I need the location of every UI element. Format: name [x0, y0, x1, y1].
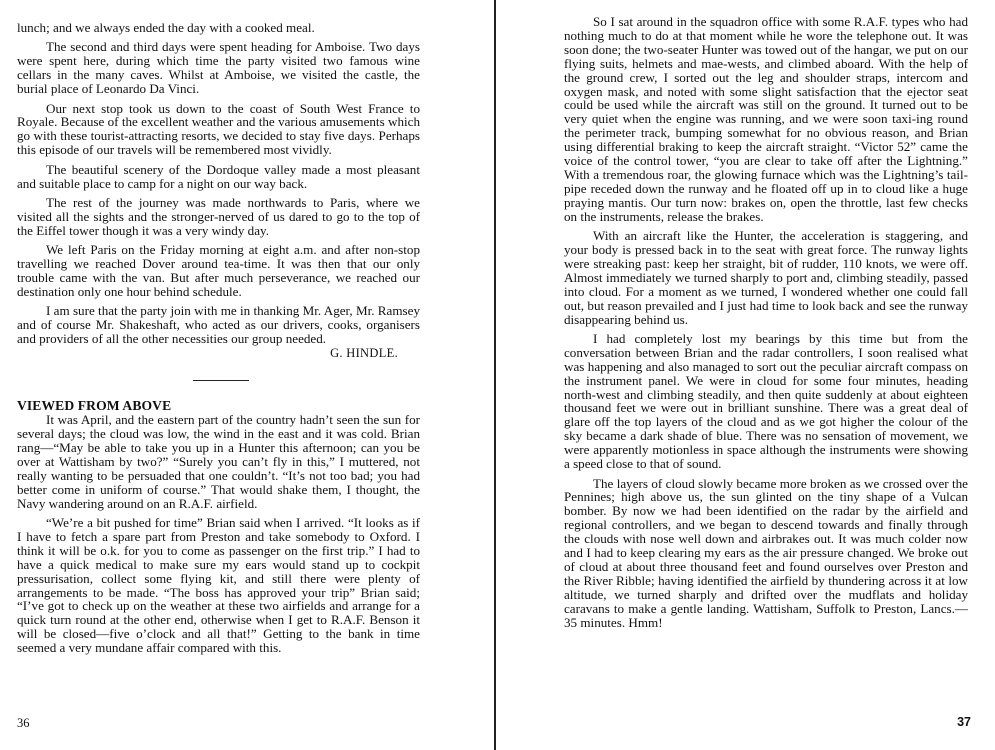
- paragraph: The layers of cloud slowly became more broken as we crossed over the Pennines; high above us, the sun glinted on the tiny shape of a Vulcan bomber. By now we had been identified on the radar by the airfield and regional controllers, and we began to descend towards and finally through the clouds with nose well down and airbrakes out. It was much colder now and I had to keep clearing my ears as the air pressure changed. We broke out of cloud at about three thousand feet and found ourselves over Preston and the River Ribble; having identified the airfield by thundering across it at low altitude, we turned sharply and drifted over the mudflats and holiday caravans to make a gentle landing. Wattisham, Suffolk to Preston, Lancs.—35 minutes. Hmm!: [564, 475, 968, 630]
- paragraph: I had completely lost my bearings by this time but from the conversation between Brian and the radar controllers, I soon realised what was happening and also managed to sort out the peculiar aircraft compass on the instrument panel. We were in cloud for some four minutes, heading north-west and climbing steadily, and then quite suddenly at about eighteen thousand feet we were out in brilliant sunshine. There was a great deal of glare off the top layers of the cloud and as we got higher the colour of the sky became a dark shade of blue. There was no sensation of movement, we were apparently motionless in space although the instruments were showing a speed close to that of sound.: [564, 330, 968, 472]
- paragraph: It was April, and the eastern part of the country hadn’t seen the sun for several days; the cloud was low, the wind in the east and it was cold. Brian rang—“May be able to take you up in a Hunter this afternoon; can you be over at Wattisham by two?” “Surely you can’t fly in this,” I muttered, not really wanting to be persuaded that one couldn’t. “It’s not too bad; you had better come in uniform of course.” That would shake them, I thought, the Navy wandering around on an R.A.F. airfield.: [17, 412, 420, 511]
- author-signature: G. HINDLE.: [330, 346, 398, 361]
- page-number-right: 37: [957, 715, 971, 729]
- paragraph: The beautiful scenery of the Dordoque valley made a most pleasant and suitable place to camp for a night on our way back.: [17, 161, 420, 191]
- left-page-text-column: [17, 21, 420, 661]
- paragraph: The rest of the journey was made northwards to Paris, where we visited all the sights and the stronger-nerved of us dared to go to the top of the Eiffel tower though it was a very windy day.: [17, 194, 420, 238]
- paragraph: So I sat around in the squadron office with some R.A.F. types who had nothing much to do at that moment while he wore the telephone out. It was soon done; the two-seater Hunter was towed out of the hangar, we put on our flying suits, helmets and mae-wests, and climbed aboard. With the help of the ground crew, I sorted out the leg and shoulder straps, intercom and oxygen mask, and noted with some slight satisfaction that the ejector seat could be used while the aircraft was still on the ground. It turned out to be very quiet when the engine was running, and we were soon taxi-ing round the perimeter track, bumping somewhat for no obvious reason, and Brian using differential braking to keep the aircraft straight. “Victor 52” came the voice of the control tower, “you are clear to take off after the Lightning.” With a tremendous roar, the glowing furnace which was the Lightning’s tail-pipe receded down the runway and he floated off up in to cloud like a huge praying mantis. Our turn now: brakes on, open the throttle, last few checks on the instruments, release the brakes.: [564, 14, 968, 224]
- paragraph: “We’re a bit pushed for time” Brian said when I arrived. “It looks as if I have to fetch a spare part from Preston and take somebody to Oxford. I think it will be o.k. for you to come as passenger on the first trip.” I had to have a quick medical to make sure my ears would stand up to cockpit pressurisation, collect some flying kit, and still there were plenty of arrangements to be made. “The boss has approved your trip” Brian said; “I’ve got to check up on the weather at these two airfields and arrange for a quick turn round at the other end, otherwise when I get to R.A.F. Benson it will be closed—five o’clock and all that!” Getting to the bank in time seemed a very mundane affair compared with this.: [17, 514, 420, 656]
- page-gutter-divider: [494, 0, 496, 750]
- right-page: [497, 0, 995, 750]
- paragraph: The second and third days were spent heading for Amboise. Two days were spent here, during which time the party visited two famous wine cellars in the many caves. Whilst at Amboise, we visited the castle, the burial place of Leonardo Da Vinci.: [17, 39, 420, 97]
- paragraph: We left Paris on the Friday morning at eight a.m. and after non-stop travelling we reached Dover around tea-time. It was then that our only trouble came with the van. But after much perseverance, we reached our destination only one hour behind schedule.: [17, 242, 420, 299]
- left-page: [0, 0, 494, 750]
- paragraph: I am sure that the party join with me in thanking Mr. Ager, Mr. Ramsey and of course Mr. Shakeshaft, who acted as our drivers, cooks, organisers and providers of all the other necessities our group needed.: [17, 303, 420, 347]
- paragraph: lunch; and we always ended the day with a cooked meal.: [17, 20, 315, 35]
- paragraph: With an aircraft like the Hunter, the acceleration is staggering, and your body is pressed back in to the seat with great force. The runway lights were streaking past: keep her straight, bit of rudder, 110 knots, we were off. Almost immediately we turned sharply to port and, climbing steadily, passed into cloud. For a moment as we turned, I wondered whether one could fall out, but reason prevailed and I just had time to look back and see the runway disappearing behind us.: [564, 228, 968, 327]
- page-number-left: 36: [17, 716, 30, 730]
- section-separator-rule: [193, 380, 249, 381]
- right-page-text-column: [564, 15, 968, 635]
- paragraph: Our next stop took us down to the coast of South West France to Royale. Because of the excellent weather and the various amusements which go with these tourist-attracting resorts, we decided to stay five days. Perhaps this episode of our travels will be remembered most vividly.: [17, 100, 420, 158]
- section-heading: VIEWED FROM ABOVE: [17, 398, 172, 414]
